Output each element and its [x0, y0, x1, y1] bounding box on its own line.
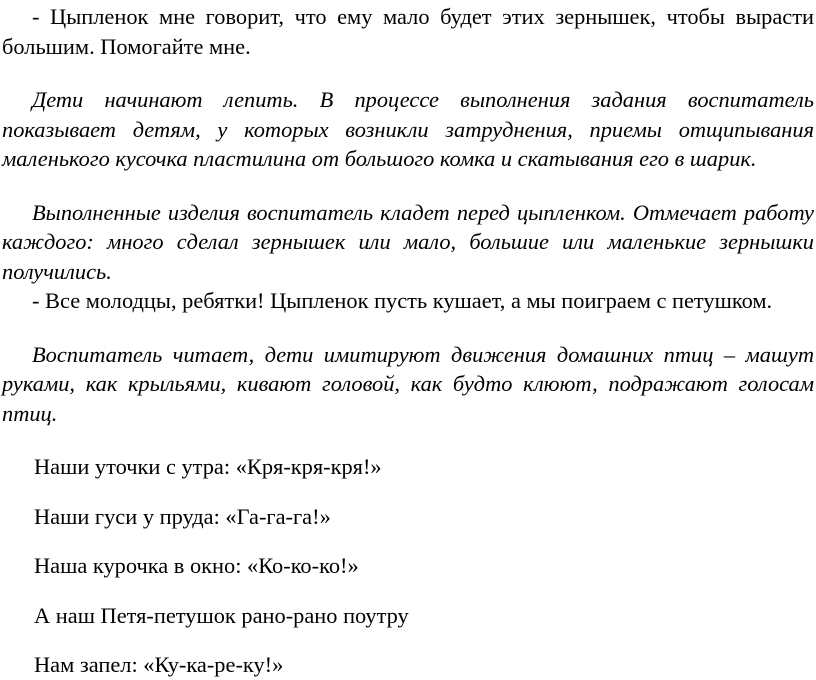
verse-line-rooster: А наш Петя-петушок рано-рано поутру [34, 602, 409, 628]
paragraph-children-sculpt: Дети начинают лепить. В процессе выполнения задания воспитатель показывает детям, у которых возникли затруднения, приемы отщипывания маленького кусочка пластилина от большого комка и скатывания его в шарик. [2, 87, 814, 171]
paragraph-teacher-places-items: Выполненные изделия воспитатель кладет перед цыпленком. Отмечает работу каждого: много сделал зернышек или мало, большие или маленькие зернышки получились. [2, 199, 814, 284]
verse-line-hen: Наша курочка в окно: «Ко-ко-ко!» [34, 553, 359, 578]
document-page [2, 0, 814, 680]
paragraph-chick-speech: - Цыпленок мне говорит, что ему мало будет этих зернышек, чтобы вырасти большим. Помогайте мне. [2, 4, 814, 59]
poem-block [2, 452, 814, 680]
paragraph-well-done: - Все молодцы, ребятки! Цыпленок пусть кушает, а мы поиграем с петушком. [32, 288, 773, 313]
verse-line-crow: Нам запел: «Ку-ка-ре-ку!» [34, 652, 284, 677]
verse-line-ducks: Наши уточки с утра: «Кря-кря-кря!» [34, 454, 382, 479]
paragraph-teacher-reads: Воспитатель читает, дети имитируют движения домашних птиц – машут руками, как крыльями, кивают головой, как будто клюют, подражают голосам птиц. [2, 341, 814, 426]
verse-line-geese: Наши гуси у пруда: «Га-га-га!» [34, 503, 331, 529]
